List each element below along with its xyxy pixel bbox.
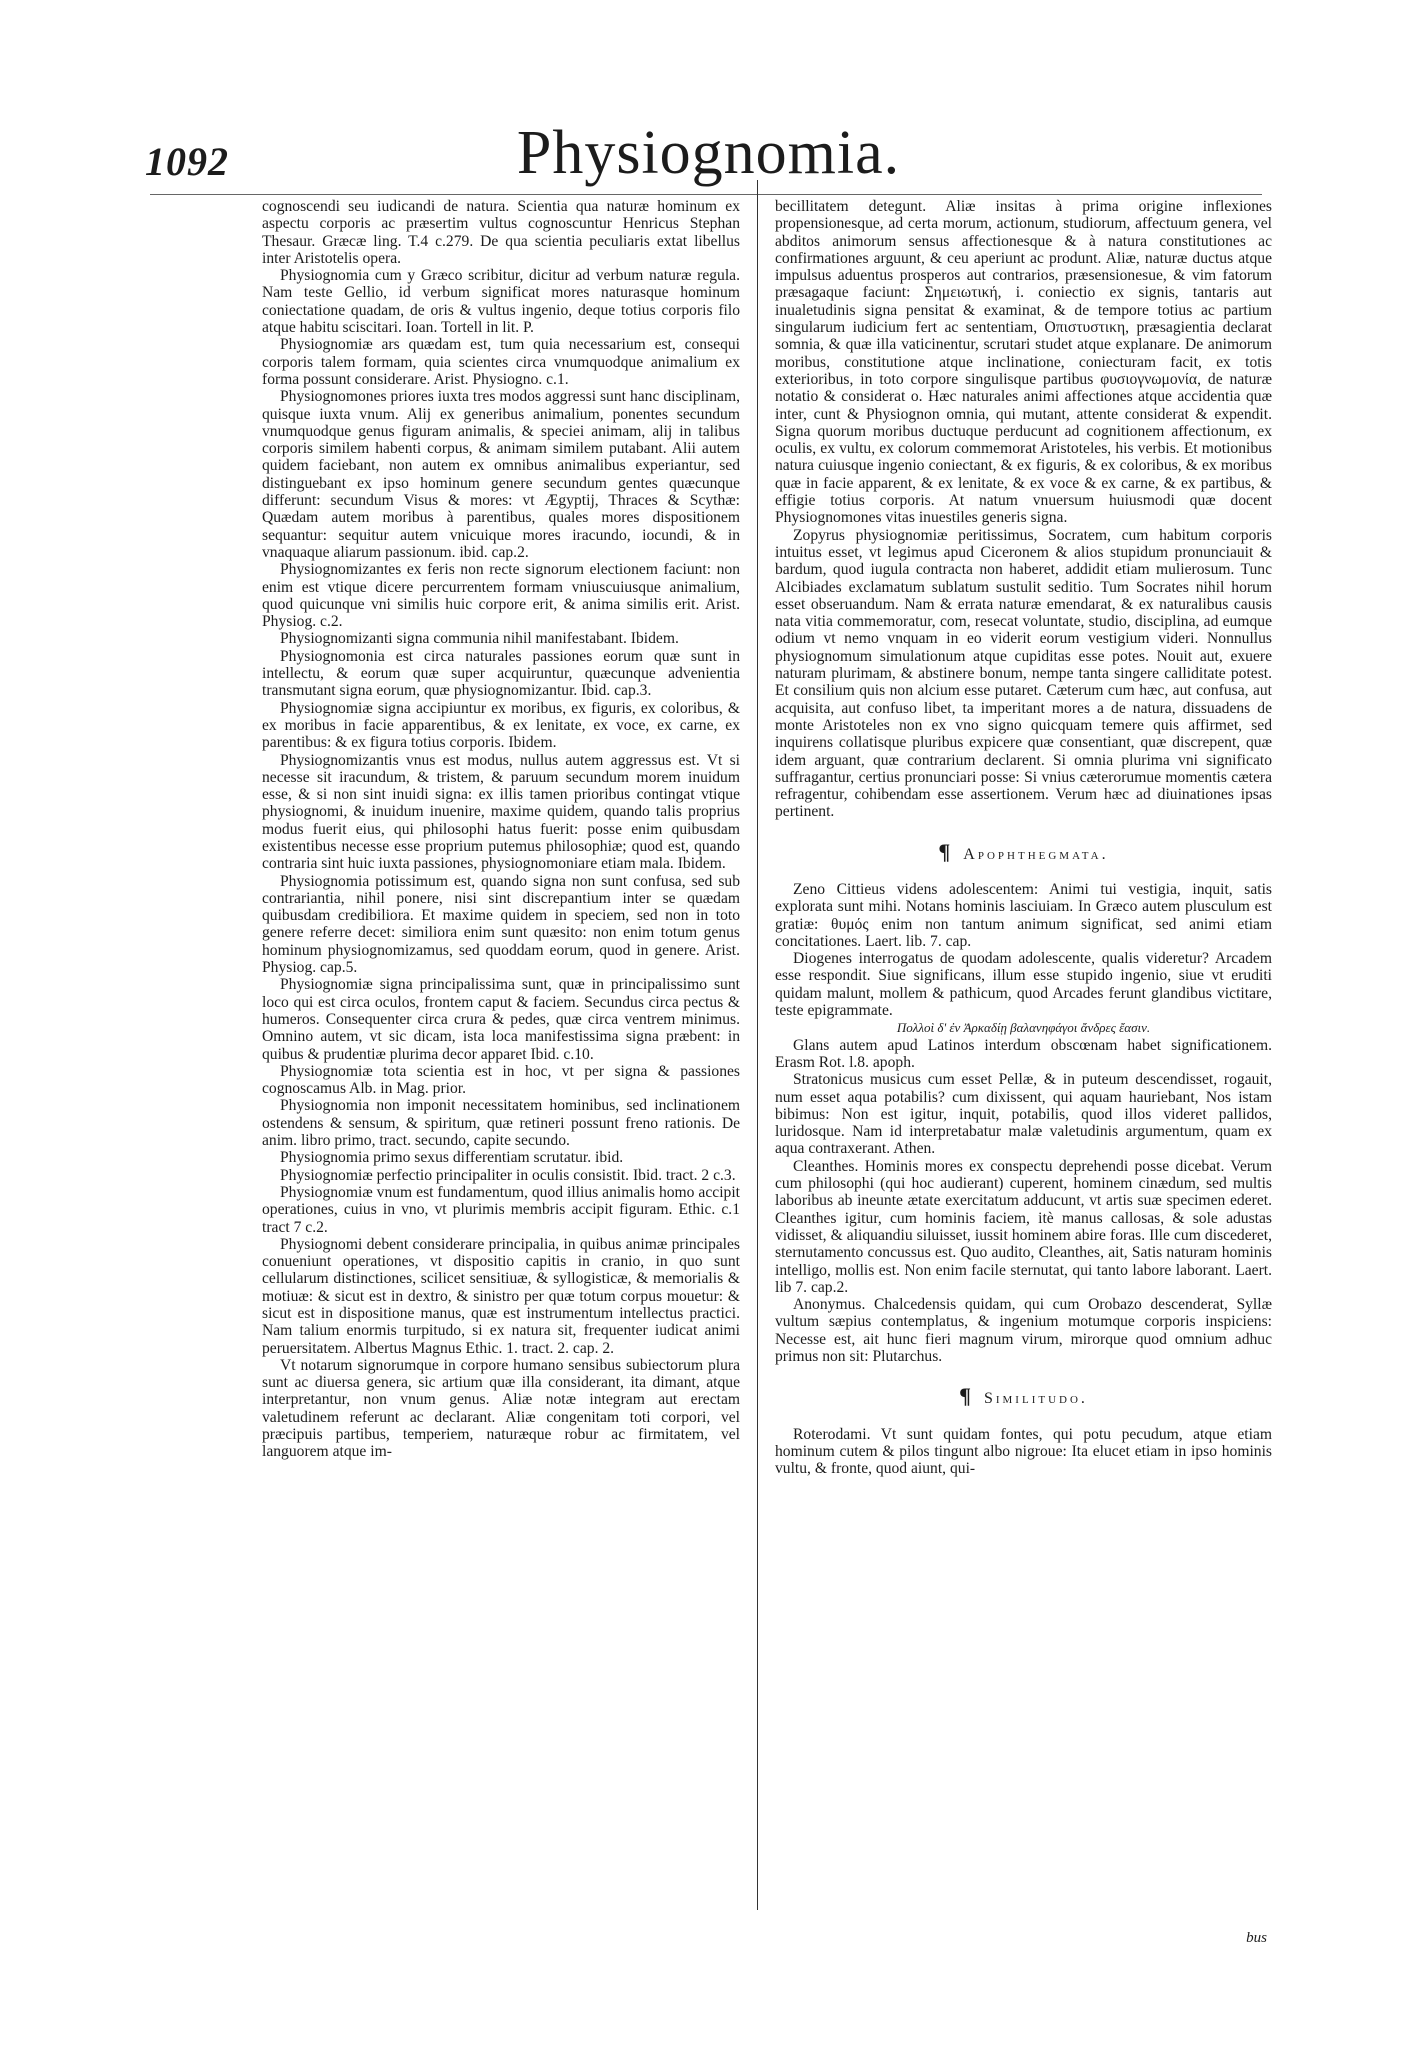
section-heading-text: Apophthegmata. bbox=[963, 845, 1109, 863]
section-heading-apophthegmata bbox=[775, 838, 1272, 864]
paragraph: Stratonicus musicus cum esset Pellæ, & in puteum descendisset, rogauit, num esset aqua potabilis? cum dixissent, qui aquam hauriebant, Nos istam bibimus: Non est igitur, inquit, potabilis, quod illos videret pallidos, luridosque. Nam id interpretabatur malæ valetudinis argumentum, quam ex aqua contraxerant. Athen. bbox=[775, 1071, 1272, 1158]
paragraph: Glans autem apud Latinos interdum obscœnam habet significationem. Erasm Rot. l.8. apoph. bbox=[775, 1036, 1272, 1071]
paragraph: Cleanthes. Hominis mores ex conspectu deprehendi posse dicebat. Verum cum philosophi (qui hoc audierant) cuperent, hominem cinædum, sed multis laboribus ab ineunte ætate exercitatum adducunt, vt artis suæ specimen ederet. Cleanthes igitur, cum hominis faciem, itè manus callosas, & sole adustas vidisset, & aliquandiu siluisset, iussit hominem abire foras. Ille cum discederet, sternutamento concussus est. Quo audito, Cleanthes, ait, Satis naturam hominis intelligo, mollis est. Non enim facile sternutat, qui tanto labore laborant. Laert. lib 7. cap.2. bbox=[775, 1157, 1272, 1296]
paragraph: Roterodami. Vt sunt quidam fontes, qui potu pecudum, atque etiam hominum cutem & pilos tingunt albo nigroue: Ita elucet etiam in ipso hominis vultu, & fronte, quod aiunt, qui- bbox=[775, 1425, 1272, 1478]
paragraph: Physiognomonia est circa naturales passiones eorum quæ sunt in intellectu, & eorum quæ super acquiruntur, quæcunque advenientia transmutant signa eorum, quæ physiognomizantur. Ibid. cap.3. bbox=[262, 647, 740, 700]
section-heading-text: Similitudo. bbox=[983, 1390, 1088, 1408]
section-mark-icon: ¶ bbox=[938, 838, 954, 864]
paragraph: Physiognomiæ signa accipiuntur ex moribus, ex figuris, ex coloribus, & ex moribus in facie apparentibus, & ex lenitate, ex voce, ex carne, ex parentibus: & ex figura totius corporis. Ibidem. bbox=[262, 699, 740, 752]
paragraph: Physiognomiæ ars quædam est, tum quia necessarium est, consequi corporis talem formam, quia scientes circa vnumquodque animalium ex forma possunt considerare. Arist. Physiogno. c.1. bbox=[262, 336, 740, 388]
paragraph: Physiognomiæ perfectio principaliter in oculis consistit. Ibid. tract. 2 c.3. bbox=[280, 1166, 736, 1184]
catchword: bus bbox=[1246, 1930, 1267, 1946]
paragraph: Physiognomia potissimum est, quando signa non sunt confusa, sed sub contrariantia, nihil ponere, nisi sint discrepantium inter se quædam quibusdam credibiliora. Et maxime quidem in speciem, sed non in toto genere referre decet: similiora enim sunt quæsito: non enim totum genus hominum physiognomizamus, sed quoddam eorum, quod in genere. Arist. Physiog. cap.5. bbox=[262, 872, 740, 977]
column-divider bbox=[757, 180, 758, 1910]
paragraph: Zeno Cittieus videns adolescentem: Animi tui vestigia, inquit, satis explorata sunt mihi. Notans hominis lasciuiam. In Græco autem plusculum est gratiæ: θυμός enim non tantum animum significat, sed animi etiam concitationes. Laert. lib. 7. cap. bbox=[775, 880, 1272, 950]
paragraph: Anonymus. Chalcedensis quidam, qui cum Orobazo descenderat, Syllæ vultum sæpius contemplatus, & ingenium motumque corporis inspiciens: Necesse est, ait hunc fieri magnum virum, mirorque quod omnium adhuc primus non sit: Plutarchus. bbox=[775, 1296, 1272, 1365]
right-column bbox=[775, 198, 1272, 1898]
page-number: 1092 bbox=[145, 139, 229, 184]
paragraph: Physiognomia primo sexus differentiam scrutatur. ibid. bbox=[280, 1149, 624, 1167]
header-rule bbox=[150, 194, 1262, 195]
paragraph: Physiognomia cum y Græco scribitur, dicitur ad verbum naturæ regula. Nam teste Gellio, id verbum significat mores naturasque hominum coniectatione quadam, de oris & vultus ingenio, deque totius corporis filo atque habitu sciscitari. Ioan. Tortell in lit. P. bbox=[262, 267, 740, 337]
paragraph: Physiognomiæ signa principalissima sunt, quæ in principalissimo sunt loco qui est circa oculos, frontem caput & faciem. Secundus circa pectus & humeros. Consequenter circa crura & pedes, quæ circa ventrem minimus. Omnino autem, vt sic dicam, ista loca manifestissima signa præbent: in quibus & prudentiæ plurima decor apparet Ibid. c.10. bbox=[262, 976, 740, 1063]
paragraph: Zopyrus physiognomiæ peritissimus, Socratem, cum habitum corporis intuitus esset, vt legimus apud Ciceronem & alios stupidum pronunciauit & bardum, quod iugula contracta non haberet, addidit etiam mulierosum. Tunc Alcibiades exclamatum sublatum sustulit seditio. Tum Socrates nihil horum esset obseruandum. Nam & errata naturæ emendarat, & ex naturalibus causis nata vitia commemoratur, com, resecat voluntate, studio, disciplina, ad eumque odium vt nemo vnquam in eo viderit eorum vestigium videri. Nonnullus physiognomum simulationum atque cupiditas esse potes. Nouit aut, exuere naturam plurimam, & abstinere bonum, nempe tanta singere calliditate potest. Et consilium quis non alcium esse putaret. Cæterum cum hæc, aut confusa, aut acquisita, aut confuso libet, ta imperitant mores a de natura, dissuadens de monte Aristoteles non ex vno signo quicquam temere quis affirmet, sed inquirens collatisque pluribus expicere quæ consentiant, quæ discrepent, quæ idem arguant, quæ contrarium declarent. Si omnia plurima vni significato suffragantur, certius pronunciari posse: Si vnius cæterorumue momentis cætera refragentur, cohibendam esse assertionem. Verum hæc ad diuinationes ipsas pertinent. bbox=[775, 526, 1272, 821]
left-column bbox=[262, 198, 740, 1898]
paragraph: cognoscendi seu iudicandi de natura. Scientia qua naturæ hominum ex aspectu corporis ac præsertim vultus cognoscuntur Henricus Stephan Thesaur. Græcæ ling. T.4 c.279. De qua scientia peculiaris extat libellus inter Aristotelis opera. bbox=[262, 198, 740, 267]
paragraph: becillitatem detegunt. Aliæ insitas à prima origine inflexiones propensionesque, ad certa morum, actionum, studiorum, affectuum genera, vel abditos animorum sensus affectionesque & à natura constitutiones ac confirmationes arguunt, & ceu aperiunt ac produnt. Aliæ, naturæ ductus atque impulsus aduentus prosperos aut contrarios, præsensionesue, & vim fatorum præsagaque faciunt: Σημειωτική, i. coniectio ex signis, tantaris aut inualetudinis signa pensitat & examinat, & de tempore totius ac partium singularum iudicium fert ac sententiam, Οπιστυστικη, præsagientia declarat somnia, & quæ illa vaticinentur, scrutari studet atque explanare. De animorum moribus, constitutione atque inclinatione, coniecturam facit, ex totis exterioribus, in toto corpore singulisque partibus φυσιογνωμονία, de naturæ notatio & considerat o. Hæc naturales animi affectiones atque accidentia quæ inter, cunt & Physiognon omnia, qui mutant, attente considerat & expendit. Signa quorum moribus ductuque perducunt ad cognitionem affectionum, ex oculis, ex vultu, ex colorum commemorat Aristoteles, his verbis. Et motionibus natura cuiusque ingenio coniectant, & ex figuris, & ex coloribus, & ex moribus quæ in facie apparent, & ex lenitate, & ex voce & ex carne, & ex partibus, & effigie totius corporis. At natum vnuersum huiusmodi quæ docent Physiognomones vitas inuestiles generis signa. bbox=[775, 198, 1272, 527]
paragraph: Physiognomi debent considerare principalia, in quibus animæ principales conueniunt operationes, vt dispositio capitis in cranio, in quo sunt cellularum distinctiones, scilicet sensitiuæ, & syllogisticæ, & memorialis & motiuæ: & sicut est in dextro, & sinistro per quæ totum corpus mouetur: & sicut est in dispositione manus, quæ est instrumentum intellectus practici. Nam talium enormis turpitudo, si ex natura sit, frequenter iudicat animi peruersitatem. Albertus Magnus Ethic. 1. tract. 2. cap. 2. bbox=[262, 1235, 740, 1357]
paragraph: Physiognomones priores iuxta tres modos aggressi sunt hanc disciplinam, quisque iuxta vnum. Alij ex generibus animalium, ponentes secundum vnumquodque genus figuram animalis, & speciei animam, alij in talibus corporis similem habenti corpus, & animam similem putabant. Alii autem quidem faciebant, non autem ex omnibus animalibus experiantur, sed distinguebant ex ipso hominum genere secundum gentes quæcunque differunt: secundum Visus & mores: vt Ægyptij, Thraces & Scythæ: Quædam autem moribus à parentibus, quales mores dispositionem sequantur: sequitur autem vnicuique mores iracundo, iocundi, & in vnaquaque aliarum passionum. ibid. cap.2. bbox=[262, 388, 740, 561]
paragraph: Physiognomizanti signa communia nihil manifestabant. Ibidem. bbox=[280, 630, 679, 648]
paragraph: Vt notarum signorumque in corpore humano sensibus subiectorum plura sunt ac diuersa genera, sic artium quæ illa considerant, ita dimant, atque interpretantur, non vnum genus. Aliæ notæ integram aut erectam valetudinem referunt ac declarant. Aliæ congenitam toti corpori, vel præcipuis partibus, temperiem, naturæque robur ac firmitatem, vel languorem atque im- bbox=[262, 1356, 740, 1461]
paragraph: Physiognomizantes ex feris non recte signorum electionem faciunt: non enim est vtique dicere percurrentem formam vniuscuiusque animalium, quod quicunque vni similis huic corpore erit, & anima similis erit. Arist. Physiog. c.2. bbox=[262, 561, 740, 631]
greek-verse: Πολλοὶ δ' ἐν Ἀρκαδίῃ βαλανηφάγοι ἄνδρες ἔασιν. bbox=[896, 1020, 1151, 1036]
paragraph: Physiognomizantis vnus est modus, nullus autem aggressus est. Vt si necesse sit iracundum, & tristem, & paruum secundum morem inuidum esse, & si non sint inuidi signa: ex illis tamen prioribus contingat vtique physiognomi, & inuidum inuenire, maxime quidem, quando talis proprius modus fuerit eius, qui philosophi hatus fuerit: posse enim quibusdam existentibus necesse esse proprium putemus philosophiæ; quod est, quando contraria sint huic iuxta passiones, physiognomoniare etiam mala. Ibidem. bbox=[262, 751, 740, 873]
paragraph: Physiognomiæ tota scientia est in hoc, vt per signa & passiones cognoscamus Alb. in Mag. prior. bbox=[262, 1062, 740, 1098]
paragraph: Physiognomiæ vnum est fundamentum, quod illius animalis homo accipit operationes, cuius in vno, vt plurimis membris accipit figuram. Ethic. c.1 tract 7 c.2. bbox=[262, 1183, 740, 1236]
paragraph: Physiognomia non imponit necessitatem hominibus, sed inclinationem ostendens & sensum, & spiritum, quæ retineri possunt freno rationis. De anim. libro primo, tract. secundo, capite secundo. bbox=[262, 1097, 740, 1150]
paragraph: Diogenes interrogatus de quodam adolescente, qualis videretur? Arcadem esse respondit. Siue significans, illum esse stupido ingenio, siue vt eruditi quidam malunt, mollem & pathicum, quod Arcades ferunt glandibus victitare, teste epigrammate. bbox=[775, 950, 1272, 1020]
running-title: Physiognomia. bbox=[516, 119, 901, 187]
section-mark-icon: ¶ bbox=[959, 1383, 974, 1409]
section-heading-similitudo bbox=[775, 1383, 1272, 1409]
